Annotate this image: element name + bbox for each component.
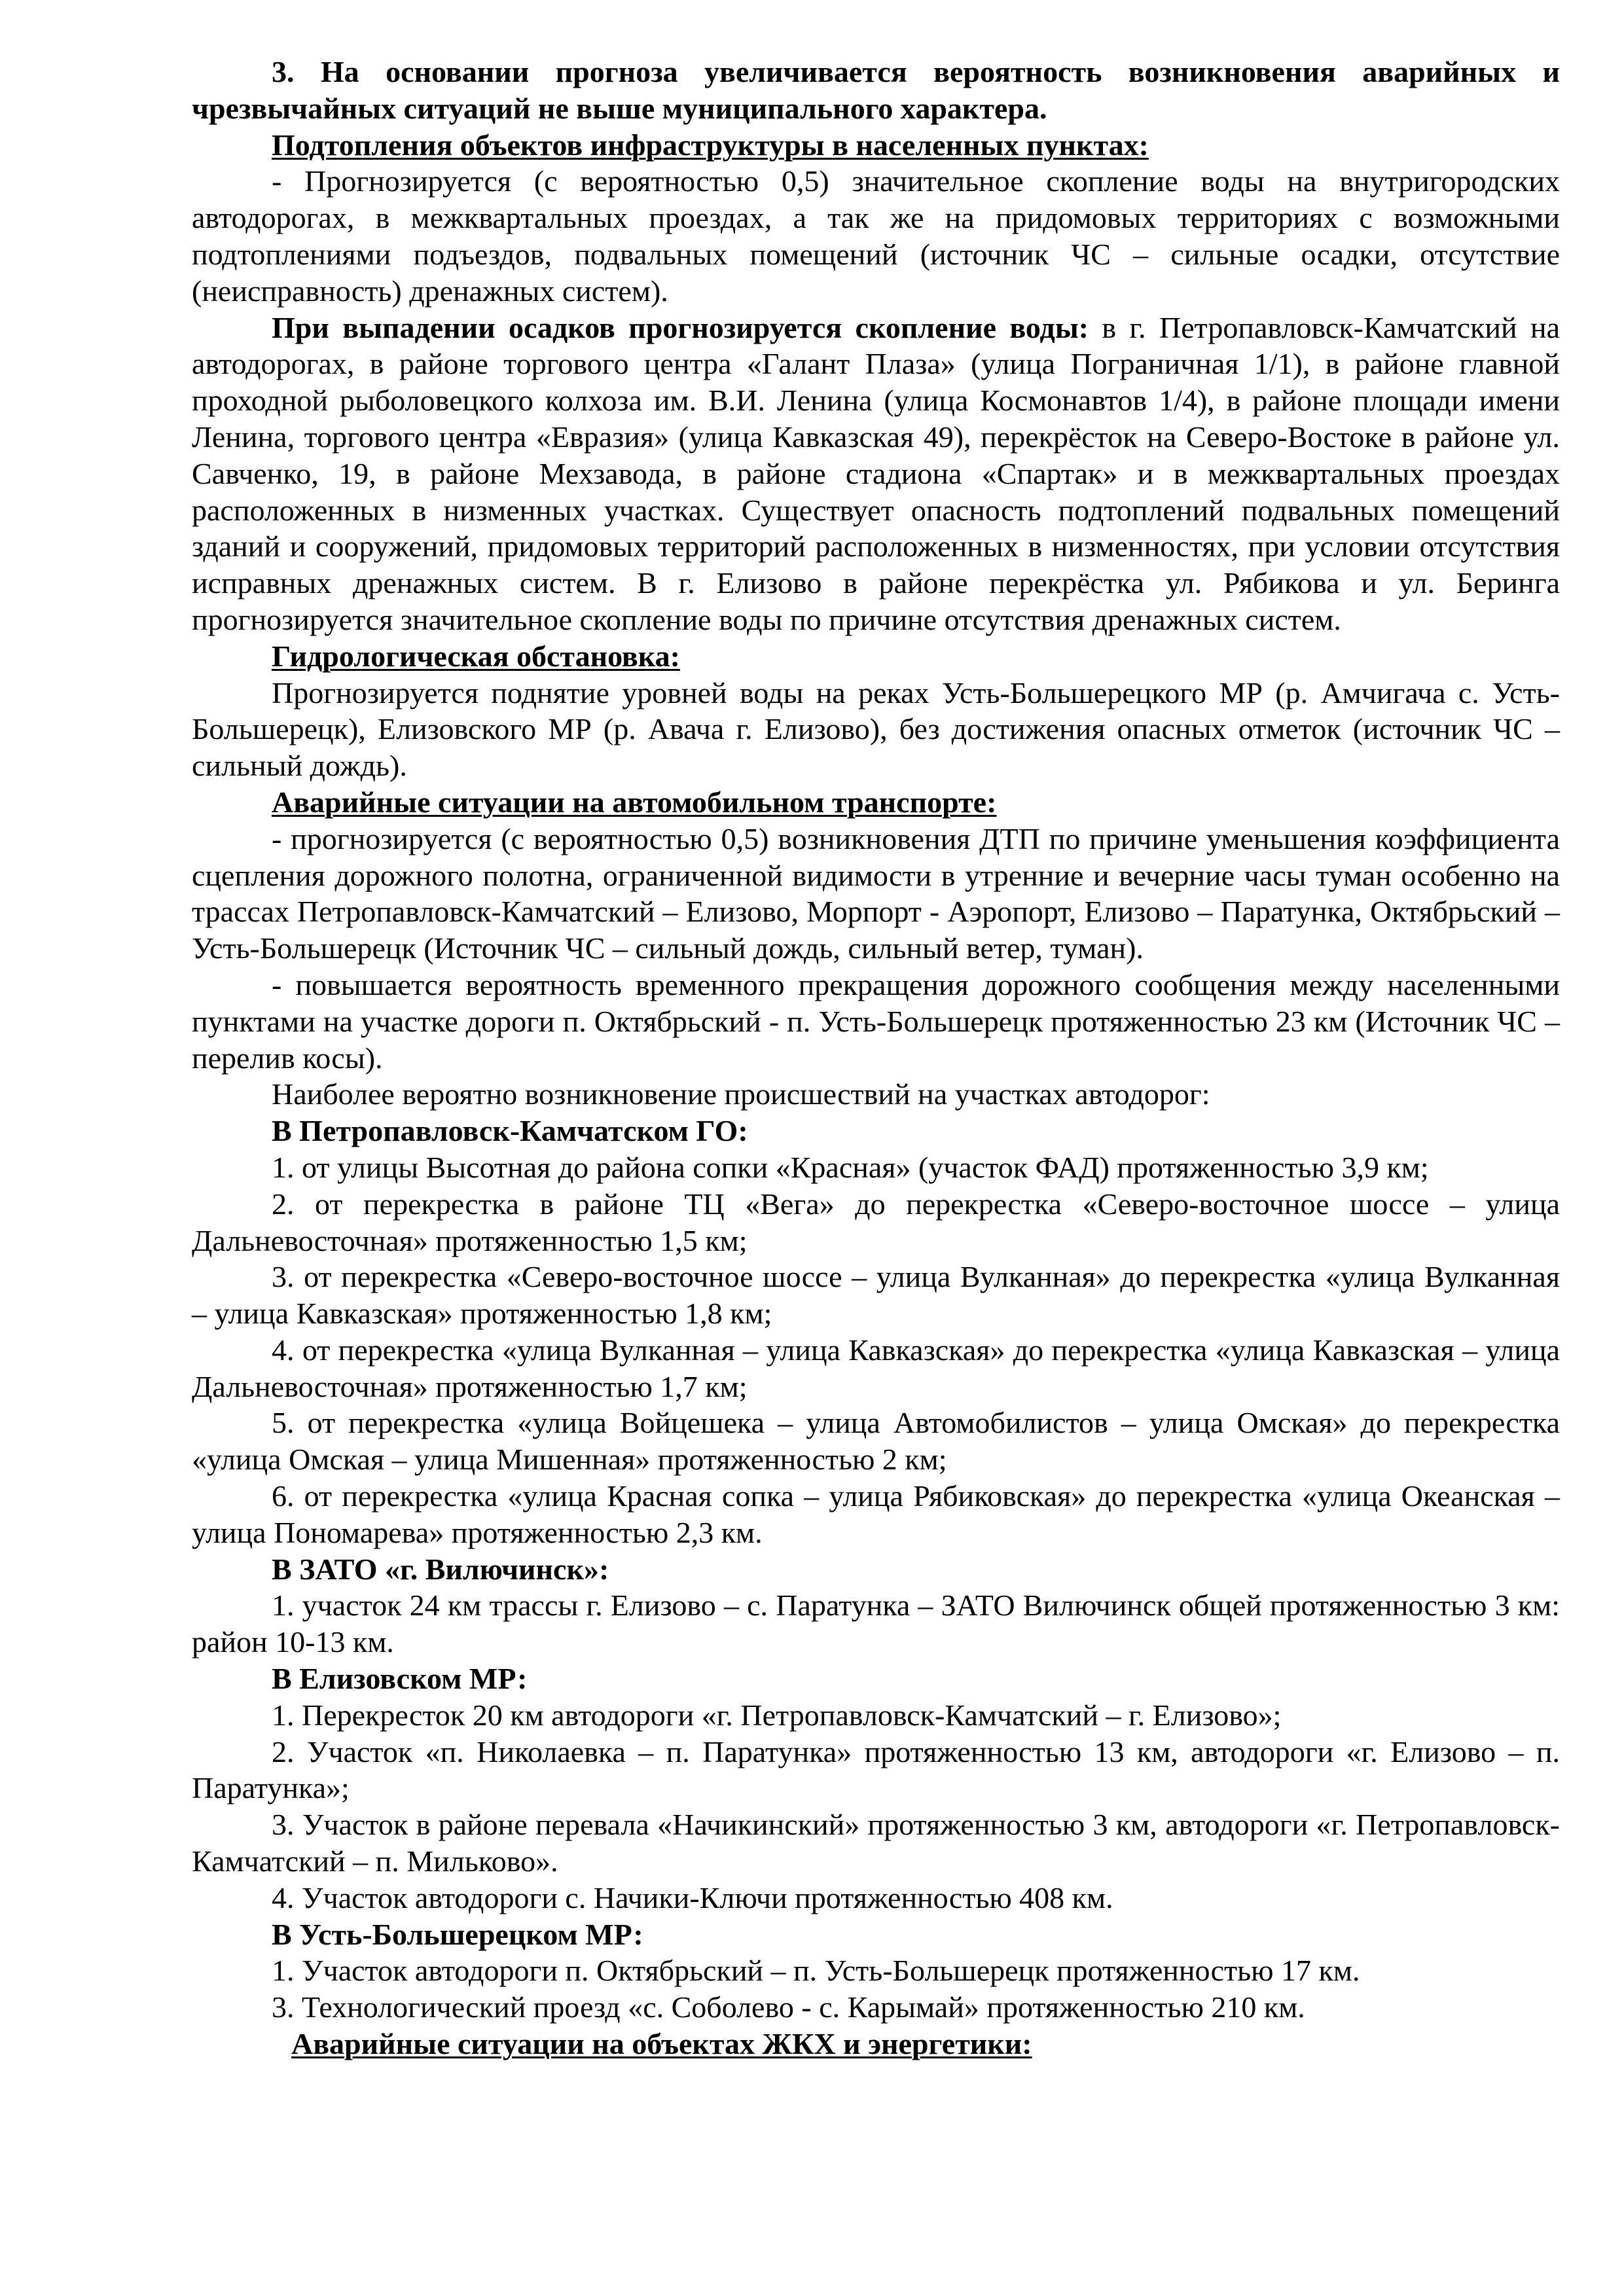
subheading-petropavlovsk: В Петропавловск-Камчатском ГО:: [272, 1114, 748, 1148]
list-item: 1. от улицы Высотная до района сопки «Красная» (участок ФАД) протяженностью 3,9 км;: [272, 1150, 1429, 1184]
list-item: 6. от перекрестка «улица Красная сопка – улица Рябиковская» до перекрестка «улица Океанская – улица Пономарева» протяженностью 2,3 км.: [192, 1479, 1560, 1549]
subheading-elizovo: В Елизовском МР:: [272, 1662, 528, 1696]
subheading-ust-bolsheretsk: В Усть-Большерецком МР:: [272, 1917, 643, 1951]
precipitation-text: в г. Петропавловск-Камчатский на автодорогах, в районе торгового центра «Галант Плаза» (улица Пограничная 1/1), в районе главной проходной рыболовецкого колхоза им. В.И. Ленина (улица Космонавтов 1/4), в районе площади имени Ленина, торгового центра «Евразия» (улица Кавказская 49), перекрёсток на Северо-Востоке в районе ул. Савченко, 19, в районе Мехзавода, в районе стадиона «Спартак» и в межквартальных проездах расположенных в низменных участках. Существует опасность подтоплений подвальных помещений зданий и сооружений, придомовых территорий расположенных в низменностях, при условии отсутствия исправных дренажных систем. В г. Елизово в районе перекрёстка ул. Рябикова и ул. Беринга прогнозируется значительное скопление воды по причине отсутствия дренажных систем.: [192, 310, 1561, 636]
list-item: 3. Участок в районе перевала «Начикинский» протяженностью 3 км, автодороги «г. Петропавловск-Камчатский – п. Мильково».: [192, 1808, 1560, 1878]
flooding-paragraph-1: - Прогнозируется (с вероятностью 0,5) значительное скопление воды на внутригородских автодорогах, в межквартальных проездах, а так же на придомовых территориях с возможными подтоплениями подъездов, подвальных помещений (источник ЧС – сильные осадки, отсутствие (неисправность) дренажных систем).: [192, 164, 1560, 308]
list-item: 1. Участок автодороги п. Октябрьский – п. Усть-Большерецк протяженностью 17 км.: [272, 1954, 1360, 1988]
list-item: 1. участок 24 км трассы г. Елизово – с. Паратунка – ЗАТО Вилючинск общей протяженностью 3 км: район 10-13 км.: [192, 1588, 1560, 1659]
road-paragraph-3: Наиболее вероятно возникновение происшествий на участках автодорог:: [272, 1077, 1210, 1111]
section-heading-flooding: Подтопления объектов инфраструктуры в населенных пунктах:: [272, 128, 1149, 162]
section-heading-road-transport: Аварийные ситуации на автомобильном транспорте:: [272, 785, 997, 819]
list-item: 2. от перекрестка в районе ТЦ «Вега» до перекрестка «Северо-восточное шоссе – улица Дальневосточная» протяженностью 1,5 км;: [192, 1187, 1560, 1257]
subheading-vilyuchinsk: В ЗАТО «г. Вилючинск»:: [272, 1552, 609, 1586]
list-item: 4. Участок автодороги с. Начики-Ключи протяженностью 408 км.: [272, 1880, 1113, 1914]
flooding-paragraph-2: [192, 310, 1560, 638]
road-paragraph-2: - повышается вероятность временного прекращения дорожного сообщения между населенными пунктами на участке дороги п. Октябрьский - п. Усть-Большерецк протяженностью 23 км (Источник ЧС – перелив косы).: [192, 967, 1560, 1075]
intro-heading: 3. На основании прогноза увеличивается вероятность возникновения аварийных и чрезвычайных ситуаций не выше муниципального характера.: [192, 55, 1560, 125]
list-item: 3. Технологический проезд «с. Соболево - с. Карымай» протяженностью 210 км.: [272, 1990, 1305, 2024]
precipitation-lead: При выпадении осадков прогнозируется скопление воды:: [272, 310, 1089, 344]
document-page: [192, 54, 1560, 2062]
list-item: 4. от перекрестка «улица Вулканная – улица Кавказская» до перекрестка «улица Кавказская – улица Дальневосточная» протяженностью 1,7 км;: [192, 1333, 1560, 1403]
section-heading-hydrology: Гидрологическая обстановка:: [272, 639, 680, 673]
list-item: 3. от перекрестка «Северо-восточное шоссе – улица Вулканная» до перекрестка «улица Вулканная – улица Кавказская» протяженностью 1,8 км;: [192, 1260, 1560, 1331]
list-item: 1. Перекресток 20 км автодороги «г. Петропавловск-Камчатский – г. Елизово»;: [272, 1698, 1282, 1732]
road-paragraph-1: - прогнозируется (с вероятностью 0,5) возникновения ДТП по причине уменьшения коэффициента сцепления дорожного полотна, ограниченной видимости в утренние и вечерние часы туман особенно на трассах Петропавловск-Камчатский – Елизово, Морпорт - Аэропорт, Елизово – Паратунка, Октябрьский – Усть-Большерецк (Источник ЧС – сильный дождь, сильный ветер, туман).: [192, 821, 1560, 965]
section-heading-utilities: Аварийные ситуации на объектах ЖКХ и энергетики:: [291, 2027, 1032, 2061]
list-item: 2. Участок «п. Николаевка – п. Паратунка» протяженностью 13 км, автодороги «г. Елизово – п. Паратунка»;: [192, 1734, 1560, 1805]
hydrology-paragraph: Прогнозируется поднятие уровней воды на реках Усть-Большерецкого МР (р. Амчигача с. Усть-Большерецк), Елизовского МР (р. Авача г. Елизово), без достижения опасных отметок (источник ЧС – сильный дождь).: [192, 675, 1560, 783]
list-item: 5. от перекрестка «улица Войцешека – улица Автомобилистов – улица Омская» до перекрестка «улица Омская – улица Мишенная» протяженностью 2 км;: [192, 1406, 1560, 1477]
